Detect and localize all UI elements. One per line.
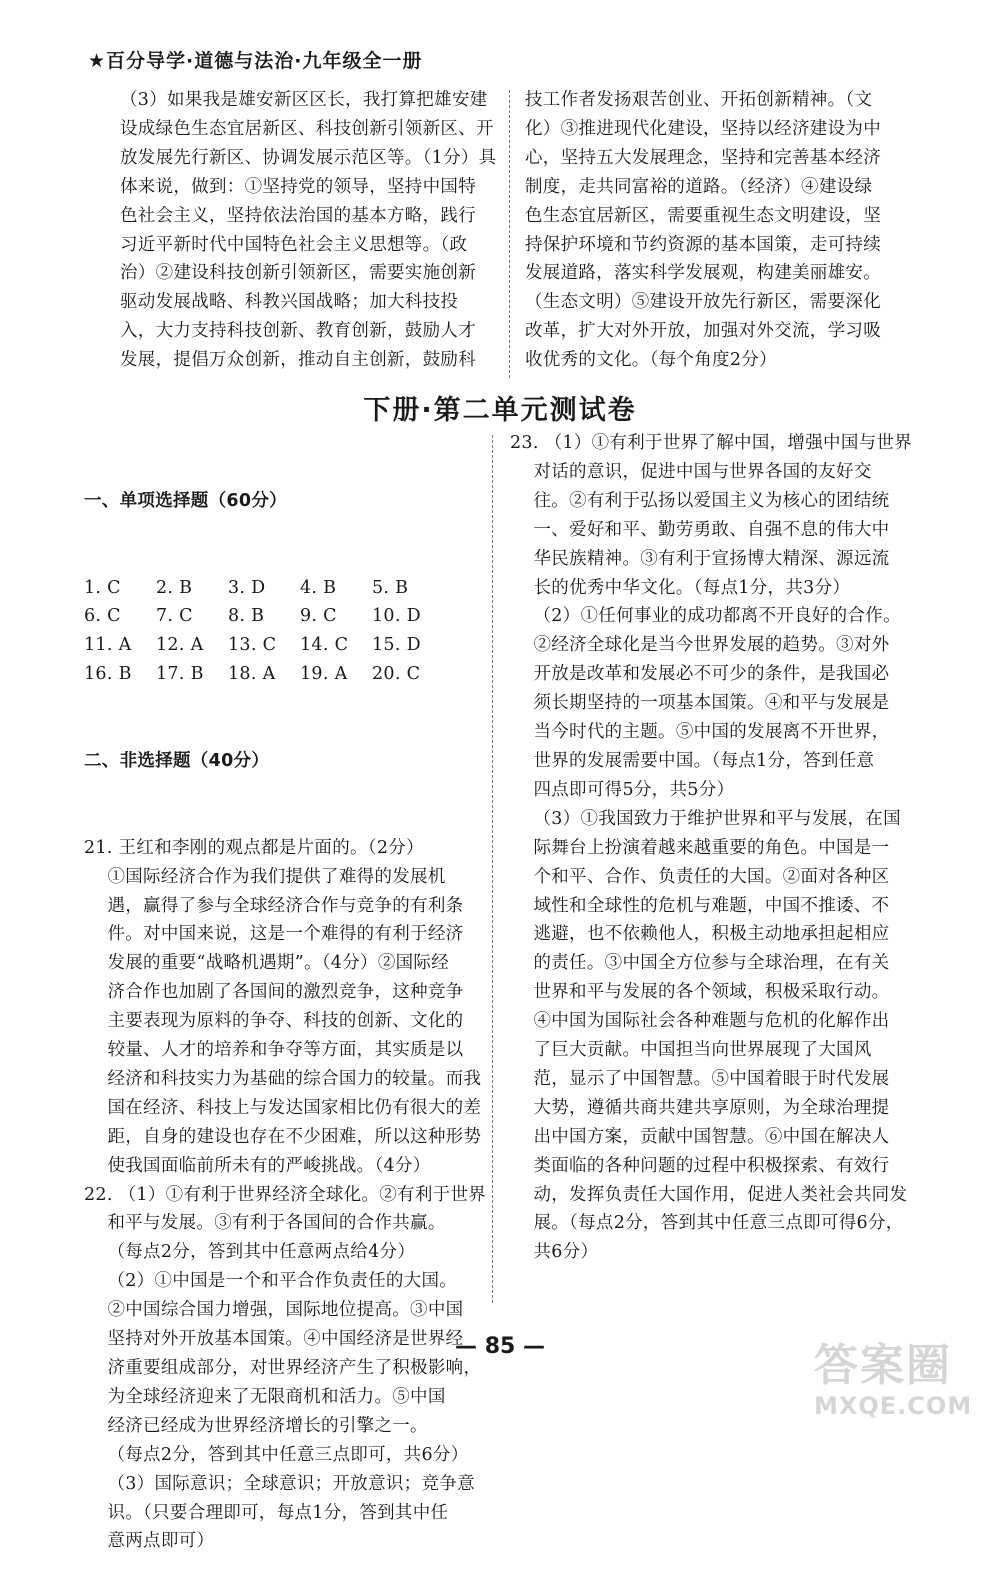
text-line: 设成绿色生态宜居新区、科技创新引领新区、开	[120, 118, 494, 139]
text-line: 长的优秀中华文化。（每点1分，共3分）	[510, 577, 851, 598]
text-line: 收优秀的文化。（每个角度2分）	[525, 350, 777, 371]
answer-item: 13. C	[228, 635, 277, 656]
text-line: 使我国面临前所未有的严峻挑战。（4分）	[84, 1155, 431, 1176]
text-line: 驱动发展战略、科教兴国战略；加大科技投	[120, 292, 459, 313]
text-line: 世界和平与发展的各个领域，积极采取行动。	[510, 982, 890, 1003]
text-line: 的责任。③中国全方位参与全球治理，在有关	[510, 953, 890, 974]
text-line: 和平与发展。③有利于各国间的合作共赢。	[84, 1213, 446, 1234]
bottom-right-column	[510, 429, 912, 1267]
answer-item: 2. B	[156, 577, 193, 598]
text-line: 域性和全球性的危机与难题，中国不推诿、不	[510, 895, 890, 916]
text-line: 须长期坚持的一项基本国策。④和平与发展是	[510, 693, 890, 714]
answer-row	[84, 602, 486, 631]
answer-item: 12. A	[156, 635, 204, 656]
text-line: 改革，扩大对外开放，加强对外交流，学习吸	[525, 321, 881, 342]
text-line: 济重要组成部分，对世界经济产生了积极影响，	[84, 1358, 482, 1378]
text-line: 个和平、合作、负责任的大国。②面对各种区	[510, 866, 890, 887]
text-line: 经济已经成为世界经济增长的引擎之一。	[84, 1415, 428, 1436]
text-line: 持保护环境和节约资源的基本国策，走可持续	[525, 234, 881, 255]
text-line: 范，显示了中国智慧。⑤中国着眼于时代发展	[510, 1068, 890, 1089]
text-line: 开放是改革和发展必不可少的条件，是我国必	[510, 664, 890, 685]
text-line: 21. 王红和李刚的观点都是片面的。（2分）	[84, 837, 424, 858]
answer-item: 4. B	[300, 577, 337, 598]
text-line: 色社会主义，坚持依法治国的基本方略，践行	[120, 205, 476, 226]
bottom-left-answers	[84, 834, 486, 1557]
text-line: 入，大力支持科技创新、教育创新，鼓励人才	[120, 321, 476, 342]
answer-item: 9. C	[300, 606, 337, 627]
watermark-logo: 答案圈	[814, 1340, 952, 1391]
text-line: 发展，提倡万众创新，推动自主创新，鼓励科	[120, 350, 476, 371]
text-line: 体来说，做到：①坚持党的领导，坚持中国特	[120, 176, 476, 197]
text-line: 制度，走共同富裕的道路。（经济）④建设绿	[525, 176, 873, 197]
answer-item: 5. B	[372, 577, 409, 598]
text-line: 经济和科技实力为基础的综合国力的较量。而我	[84, 1068, 482, 1089]
answer-item: 10. D	[372, 606, 421, 627]
text-line: 习近平新时代中国特色社会主义思想等。（政	[120, 234, 468, 255]
text-line: 坚持对外开放基本国策。④中国经济是世界经	[84, 1329, 464, 1350]
text-line: ④中国为国际社会各种难题与危机的化解作出	[510, 1011, 890, 1032]
text-line: 治）②建设科技创新引领新区，需要实施创新	[120, 263, 476, 284]
watermark-url: MXQE.COM	[814, 1392, 973, 1420]
text-line: （3）如果我是雄安新区区长，我打算把雄安建	[120, 90, 488, 110]
text-line: 展。（每点2分，答到其中任意三点即可得6分，	[510, 1213, 904, 1234]
text-line: ②经济全球化是当今世界发展的趋势。③对外	[510, 635, 890, 656]
text-line: 发展的重要“战略机遇期”。（4分）②国际经	[84, 953, 450, 974]
text-line: 心，坚持五大发展理念，坚持和完善基本经济	[525, 147, 881, 168]
text-line: （每点2分，答到其中任意三点即可，共6分）	[84, 1444, 469, 1465]
text-line: （2）①任何事业的成功都离不开良好的合作。	[510, 606, 901, 627]
text-line: （3）国际意识；全球意识；开放意识；竞争意	[84, 1473, 475, 1494]
top-right-column	[525, 86, 881, 375]
text-line: 化）③推进现代化建设，坚持以经济建设为中	[525, 118, 881, 139]
text-line: 往。②有利于弘扬以爱国主义为核心的团结统	[510, 490, 890, 511]
text-line: 世界的发展需要中国。（每点1分，答到任意	[510, 750, 875, 771]
answer-item: 7. C	[156, 606, 193, 627]
page-number: — 85 —	[455, 1334, 545, 1359]
text-line: 出中国方案，贡献中国智慧。⑥中国在解决人	[510, 1126, 890, 1147]
text-line: 了巨大贡献。中国担当向世界展现了大国风	[510, 1040, 872, 1061]
text-line: 共6分）	[510, 1242, 599, 1263]
text-line: 件。对中国来说，这是一个难得的有利于经济	[84, 924, 464, 945]
text-line: 技工作者发扬艰苦创业、开拓创新精神。（文	[525, 90, 873, 110]
text-line: 大势，遵循共商共建共享原则，为全球治理提	[510, 1097, 890, 1118]
text-line: 为全球经济迎来了无限商机和活力。⑤中国	[84, 1386, 446, 1407]
text-line: 22. （1）①有利于世界经济全球化。②有利于世界	[84, 1184, 487, 1205]
text-line: 主要表现为原料的争夺、科技的创新、文化的	[84, 1011, 464, 1032]
text-line: 四点即可得5分，共5分）	[510, 779, 735, 800]
text-line: ①国际经济合作为我们提供了难得的发展机	[84, 866, 446, 887]
text-line: 当今时代的主题。⑤中国的发展离不开世界，	[510, 722, 890, 743]
answer-item: 20. C	[372, 664, 421, 685]
answer-item: 15. D	[372, 635, 421, 656]
answer-item: 17. B	[156, 664, 204, 685]
text-line: ②中国综合国力增强，国际地位提高。③中国	[84, 1300, 464, 1321]
answer-item: 1. C	[84, 577, 121, 598]
top-left-column	[120, 86, 496, 375]
text-line: 一、爱好和平、勤劳勇敢、自强不息的伟大中	[510, 519, 890, 540]
watermark	[814, 1340, 994, 1426]
answer-item: 8. B	[228, 606, 265, 627]
text-line: 放发展先行新区、协调发展示范区等。（1分）具	[120, 147, 497, 168]
text-line: （3）①我国致力于维护世界和平与发展，在国	[510, 808, 901, 829]
text-line: 逃避，也不依赖他人，积极主动地承担起相应	[510, 924, 890, 945]
text-line: （生态文明）⑤建设开放先行新区，需要深化	[525, 292, 881, 313]
text-line: （每点2分，答到其中任意两点给4分）	[84, 1242, 416, 1263]
text-line: 济合作也加剧了各国间的激烈竞争，这种竞争	[84, 982, 464, 1003]
part1-heading: 一、单项选择题（60分）	[84, 490, 287, 511]
text-line: 动，发挥负责任大国作用，促进人类社会共同发	[510, 1184, 908, 1205]
answer-row	[84, 574, 486, 603]
column-divider-bottom	[492, 435, 493, 1303]
answer-item: 6. C	[84, 606, 121, 627]
text-line: 类面临的各种问题的过程中积极探索、有效行	[510, 1155, 890, 1176]
answer-grid	[84, 574, 486, 690]
answer-item: 19. A	[300, 664, 348, 685]
answer-row	[84, 631, 486, 660]
text-line: 华民族精神。③有利于宣扬博大精深、源远流	[510, 548, 890, 569]
text-line: 意两点即可）	[84, 1531, 215, 1552]
answer-row	[84, 660, 486, 689]
text-line: （2）①中国是一个和平合作负责任的大国。	[84, 1271, 458, 1292]
answer-item: 16. B	[84, 664, 132, 685]
text-line: 际舞台上扮演着越来越重要的角色。中国是一	[510, 837, 890, 858]
section-title: 下册·第二单元测试卷	[363, 395, 637, 426]
text-line: 较量、人才的培养和争夺等方面，其实质是以	[84, 1040, 464, 1061]
part2-heading: 二、非选择题（40分）	[84, 750, 270, 771]
text-line: 国在经济、科技上与发达国家相比仍有很大的差	[84, 1097, 482, 1118]
book-header: ★百分导学·道德与法治·九年级全一册	[88, 50, 423, 72]
bottom-left-column	[84, 429, 486, 1585]
text-line: 对话的意识，促进中国与世界各国的友好交	[510, 461, 872, 482]
answer-item: 11. A	[84, 635, 132, 656]
answer-item: 3. D	[228, 577, 266, 598]
text-line: 发展道路，落实科学发展观，构建美丽雄安。	[525, 263, 881, 284]
text-line: 色生态宜居新区，需要重视生态文明建设，坚	[525, 205, 881, 226]
text-line: 遇，赢得了参与全球经济合作与竞争的有利条	[84, 895, 464, 916]
text-line: 23. （1）①有利于世界了解中国，增强中国与世界	[510, 433, 913, 453]
column-divider-top	[509, 90, 510, 378]
text-line: 识。（只要合理即可，每点1分，答到其中任	[84, 1502, 449, 1523]
answer-item: 18. A	[228, 664, 276, 685]
text-line: 距，自身的建设也存在不少困难，所以这种形势	[84, 1126, 482, 1147]
answer-item: 14. C	[300, 635, 349, 656]
